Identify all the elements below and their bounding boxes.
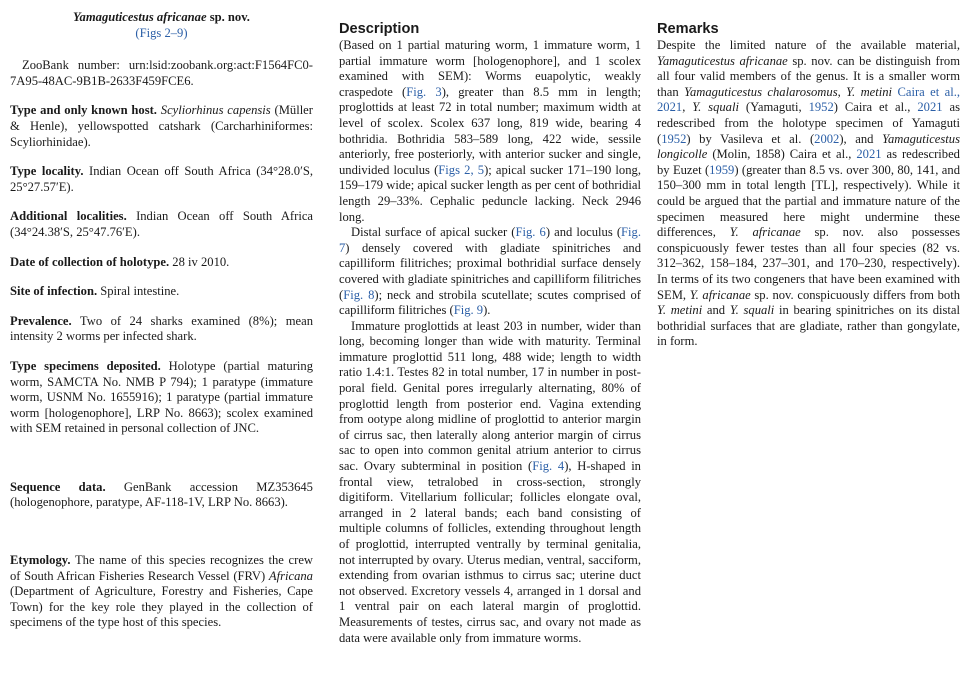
middle-column: [339, 0, 641, 646]
collection-date: [10, 255, 313, 271]
species-status: sp. nov.: [209, 10, 250, 24]
description-paragraph-3: [339, 319, 641, 646]
site-of-infection: [10, 284, 313, 300]
species-ref: Yamaguticestus africanae: [657, 53, 788, 68]
citation-link[interactable]: 1952: [808, 100, 834, 115]
remarks-text: ) Caira et al.,: [833, 100, 911, 115]
collection-date-text: 28 iv 2010.: [172, 254, 230, 269]
remarks-text: in bearing spinitriches on its distal bothridial surfaces that are gladiate, rather than gongylate, in form.: [657, 303, 960, 349]
species-ref: Y. metini: [657, 303, 703, 318]
host-label: Type and only known host.: [10, 103, 157, 118]
fig-7-link[interactable]: Fig. 7: [339, 225, 641, 255]
species-ref: Yamaguticestus chalarosomus: [684, 84, 838, 99]
description-text: ) and loculus (: [545, 225, 622, 240]
citation-link[interactable]: 2021: [917, 100, 943, 115]
remarks-text: as redescribed from the holotype specimen of Yamaguti (: [657, 100, 960, 146]
remarks-text: ,: [682, 100, 686, 115]
remarks-text: and: [706, 303, 726, 318]
remarks-text: sp. nov. conspicuously differs from both: [754, 287, 960, 302]
description-text: (Based on 1 partial maturing worm, 1 immature worm, 1 partial immature worm [hologenophore], and 1 scolex examined with SEM): Worms euapolytic, weakly craspedote (: [339, 38, 641, 99]
type-specimens-text: Holotype (partial maturing worm, SAMCTA No. NMB P 794); 1 paratype (immature worm, USNM No. 1655916); 1 paratype (partial immature worm [hologenophore], LRP No. 8663); scolex examined with SEM retained in personal collection of JNC.: [10, 358, 313, 436]
description-paragraph-1: [339, 38, 641, 225]
remarks-text: (Molin, 1858) Caira et al.,: [712, 147, 852, 162]
remarks-paragraph: [657, 38, 960, 350]
description-text: ), greater than 8.5 mm in length; proglottids at least 72 in total number; maximum width at level of scolex. Scolex 637 long, 819 wide, bearing 4 bothridia. Bothridia 583–589 long, 422 wide, sessile anteriorly, free posteriorly, with anterior sucker and single, undivided loculus (: [339, 84, 641, 177]
host-species: Scyliorhinus capensis: [160, 103, 271, 118]
remarks-text: sp. nov. also possesses conspicuously fewer testes than all four species (82 vs. 312–362, 158–184, 237–301, and 170–230, respectively). In terms of its two congeners that have been examined with SEM,: [657, 225, 961, 302]
prevalence-label: Prevalence.: [10, 313, 72, 328]
species-ref: Y. africanae: [729, 225, 801, 240]
etymology-text-a: The name of this species recognizes the crew of South African Fisheries Research Vessel (FRV): [10, 553, 313, 583]
species-title: [10, 10, 313, 26]
citation-link[interactable]: 2021: [856, 147, 882, 162]
description-text: Immature proglottids at least 203 in number, wider than long, becoming longer than wide with maturity. Terminal immature proglottid 511 long, 488 wide; length to width ratio 1.4:1. Testes 82 in total number, 17 in number in post-poral field. Genital pores irregularly alternating, 80% of proglottid length from posterior end. Vagina extending from ootype along midline of proglottid to anterior margin of cirrus sac, then laterally along anterior margin of cirrus sac to open into common genital atrium anterior to cirrus sac. Ovary subterminal in position (: [339, 318, 641, 474]
species-ref: Y. squali: [692, 100, 739, 115]
description-text: Distal surface of apical sucker (: [351, 225, 516, 240]
remarks-text: Despite the limited nature of the available material,: [657, 38, 960, 52]
remarks-text: as redescribed by Euzet (: [657, 147, 960, 177]
left-column: [10, 0, 313, 631]
description-paragraph-2: [339, 225, 641, 319]
description-text: ); apical sucker 171–190 long, 159–179 wide; apical sucker length as per cent of bothridial length 29–33%. Cephalic peduncle lacking. Neck 2946 long.: [339, 162, 641, 224]
right-column: [657, 0, 960, 350]
sequence-data-text: GenBank accession MZ353645 (hologenophore, paratype, AF-118-1V, LRP No. 8663).: [10, 479, 313, 510]
figs-link[interactable]: (Figs 2–9): [135, 25, 188, 40]
remarks-text: ,: [837, 84, 841, 99]
remarks-text: ) by Vasileva et al. (: [686, 131, 815, 146]
type-specimens: [10, 359, 313, 437]
collection-date-label: Date of collection of holotype.: [10, 254, 170, 269]
citation-link[interactable]: Caira et al., 2021: [657, 84, 960, 115]
citation-link[interactable]: 2002: [814, 131, 840, 146]
remarks-text: sp. nov. can be distinguish from all four valid members of the genus. It is a smaller worm than: [657, 53, 960, 99]
type-locality: [10, 164, 313, 195]
description-heading: Description: [339, 21, 420, 37]
additional-localities: [10, 209, 313, 240]
type-locality-text: Indian Ocean off South Africa (34°28.0′S, 25°27.57′E).: [10, 164, 313, 194]
description-text: ).: [483, 303, 491, 318]
etymology: [10, 553, 313, 631]
remarks-heading: Remarks: [657, 21, 719, 37]
citation-link[interactable]: 1952: [661, 131, 687, 146]
etymology-label: Etymology.: [10, 553, 71, 568]
host-paragraph: [10, 103, 313, 150]
site-label: Site of infection.: [10, 284, 98, 299]
etymology-vessel-name: Africana: [268, 568, 313, 583]
type-locality-label: Type locality.: [10, 164, 84, 179]
species-name: Yamaguticestus africanae: [73, 10, 207, 24]
remarks-text: ) (greater than 8.5 vs. over 300, 80, 141, and 150–300 mm in total length [TL], respectively). While it could be argued that the partial and immature nature of the specimen measured here might undermine these differences,: [657, 162, 960, 240]
fig-4-link[interactable]: Fig. 4: [532, 459, 565, 474]
host-text: (Müller & Henle), yellowspotted catshark (Carcharhiniformes: Scyliorhinidae).: [10, 103, 313, 149]
zoobank-number: ZooBank number: urn:lsid:zoobank.org:act:F1564FC0-7A95-48AC-9B1B-2633F459FCE6.: [10, 58, 313, 88]
additional-localities-label: Additional localities.: [10, 209, 127, 224]
citation-link[interactable]: 1959: [709, 162, 735, 177]
etymology-text-b: (Department of Agriculture, Forestry and Fisheries, Cape Town) for the key role they played in the collection of specimens of the type host of this species.: [10, 584, 313, 630]
prevalence: [10, 314, 313, 345]
description-text: ), H-shaped in frontal view, tetralobed in cross-section, strongly digitiform. Vitellarium follicular; follicles elongate oval, arranged in 2 lateral bands; each band consisting of multiple columns of follicles, extending throughout length of proglottid, interrupted ventrally by terminal genitalia, not interrupted by ovary. Uterus median, ventral, sacciform, extending from ovarian isthmus to cirrus sac; uterine duct not observed. Excretory vessels 4, arranged in 1 dorsal and 1 ventral pair on each lateral margin of proglottid. Measurements of testes, cirrus sac, and ovary not made as data were available only from immature worms.: [339, 459, 641, 645]
fig-9-link[interactable]: Fig. 9: [453, 303, 484, 318]
sequence-data: [10, 480, 313, 511]
type-specimens-label: Type specimens deposited.: [10, 358, 161, 373]
species-ref: Yamaguticestus longicolle: [657, 131, 960, 162]
sequence-data-label: Sequence data.: [10, 479, 106, 494]
fig-6-link[interactable]: Fig. 6: [515, 225, 546, 240]
remarks-text: ), and: [839, 131, 874, 146]
site-text: Spiral intestine.: [100, 284, 180, 299]
species-ref: Y. metini: [846, 84, 893, 99]
additional-localities-text: Indian Ocean off South Africa (34°24.38′S, 25°47.76′E).: [10, 209, 313, 239]
description-text: ); neck and strobila scutellate; scutes comprised of capilliform filitriches (: [339, 287, 641, 318]
fig-8-link[interactable]: Fig. 8: [343, 287, 375, 302]
prevalence-text: Two of 24 sharks examined (8%); mean intensity 2 worms per infected shark.: [10, 313, 314, 344]
remarks-text: (Yamaguti,: [745, 100, 802, 115]
species-ref: Y. squali: [729, 303, 775, 318]
species-ref: Y. africanae: [689, 287, 751, 302]
description-text: ) densely covered with gladiate spinitriches and capilliform filitriches; proximal bothridial surface densely covered with gladiate spinitriches and capilliform filitriches (: [339, 240, 641, 302]
figs-2-5-link[interactable]: Figs 2, 5: [438, 162, 485, 177]
fig-3-link[interactable]: Fig. 3: [406, 84, 442, 99]
